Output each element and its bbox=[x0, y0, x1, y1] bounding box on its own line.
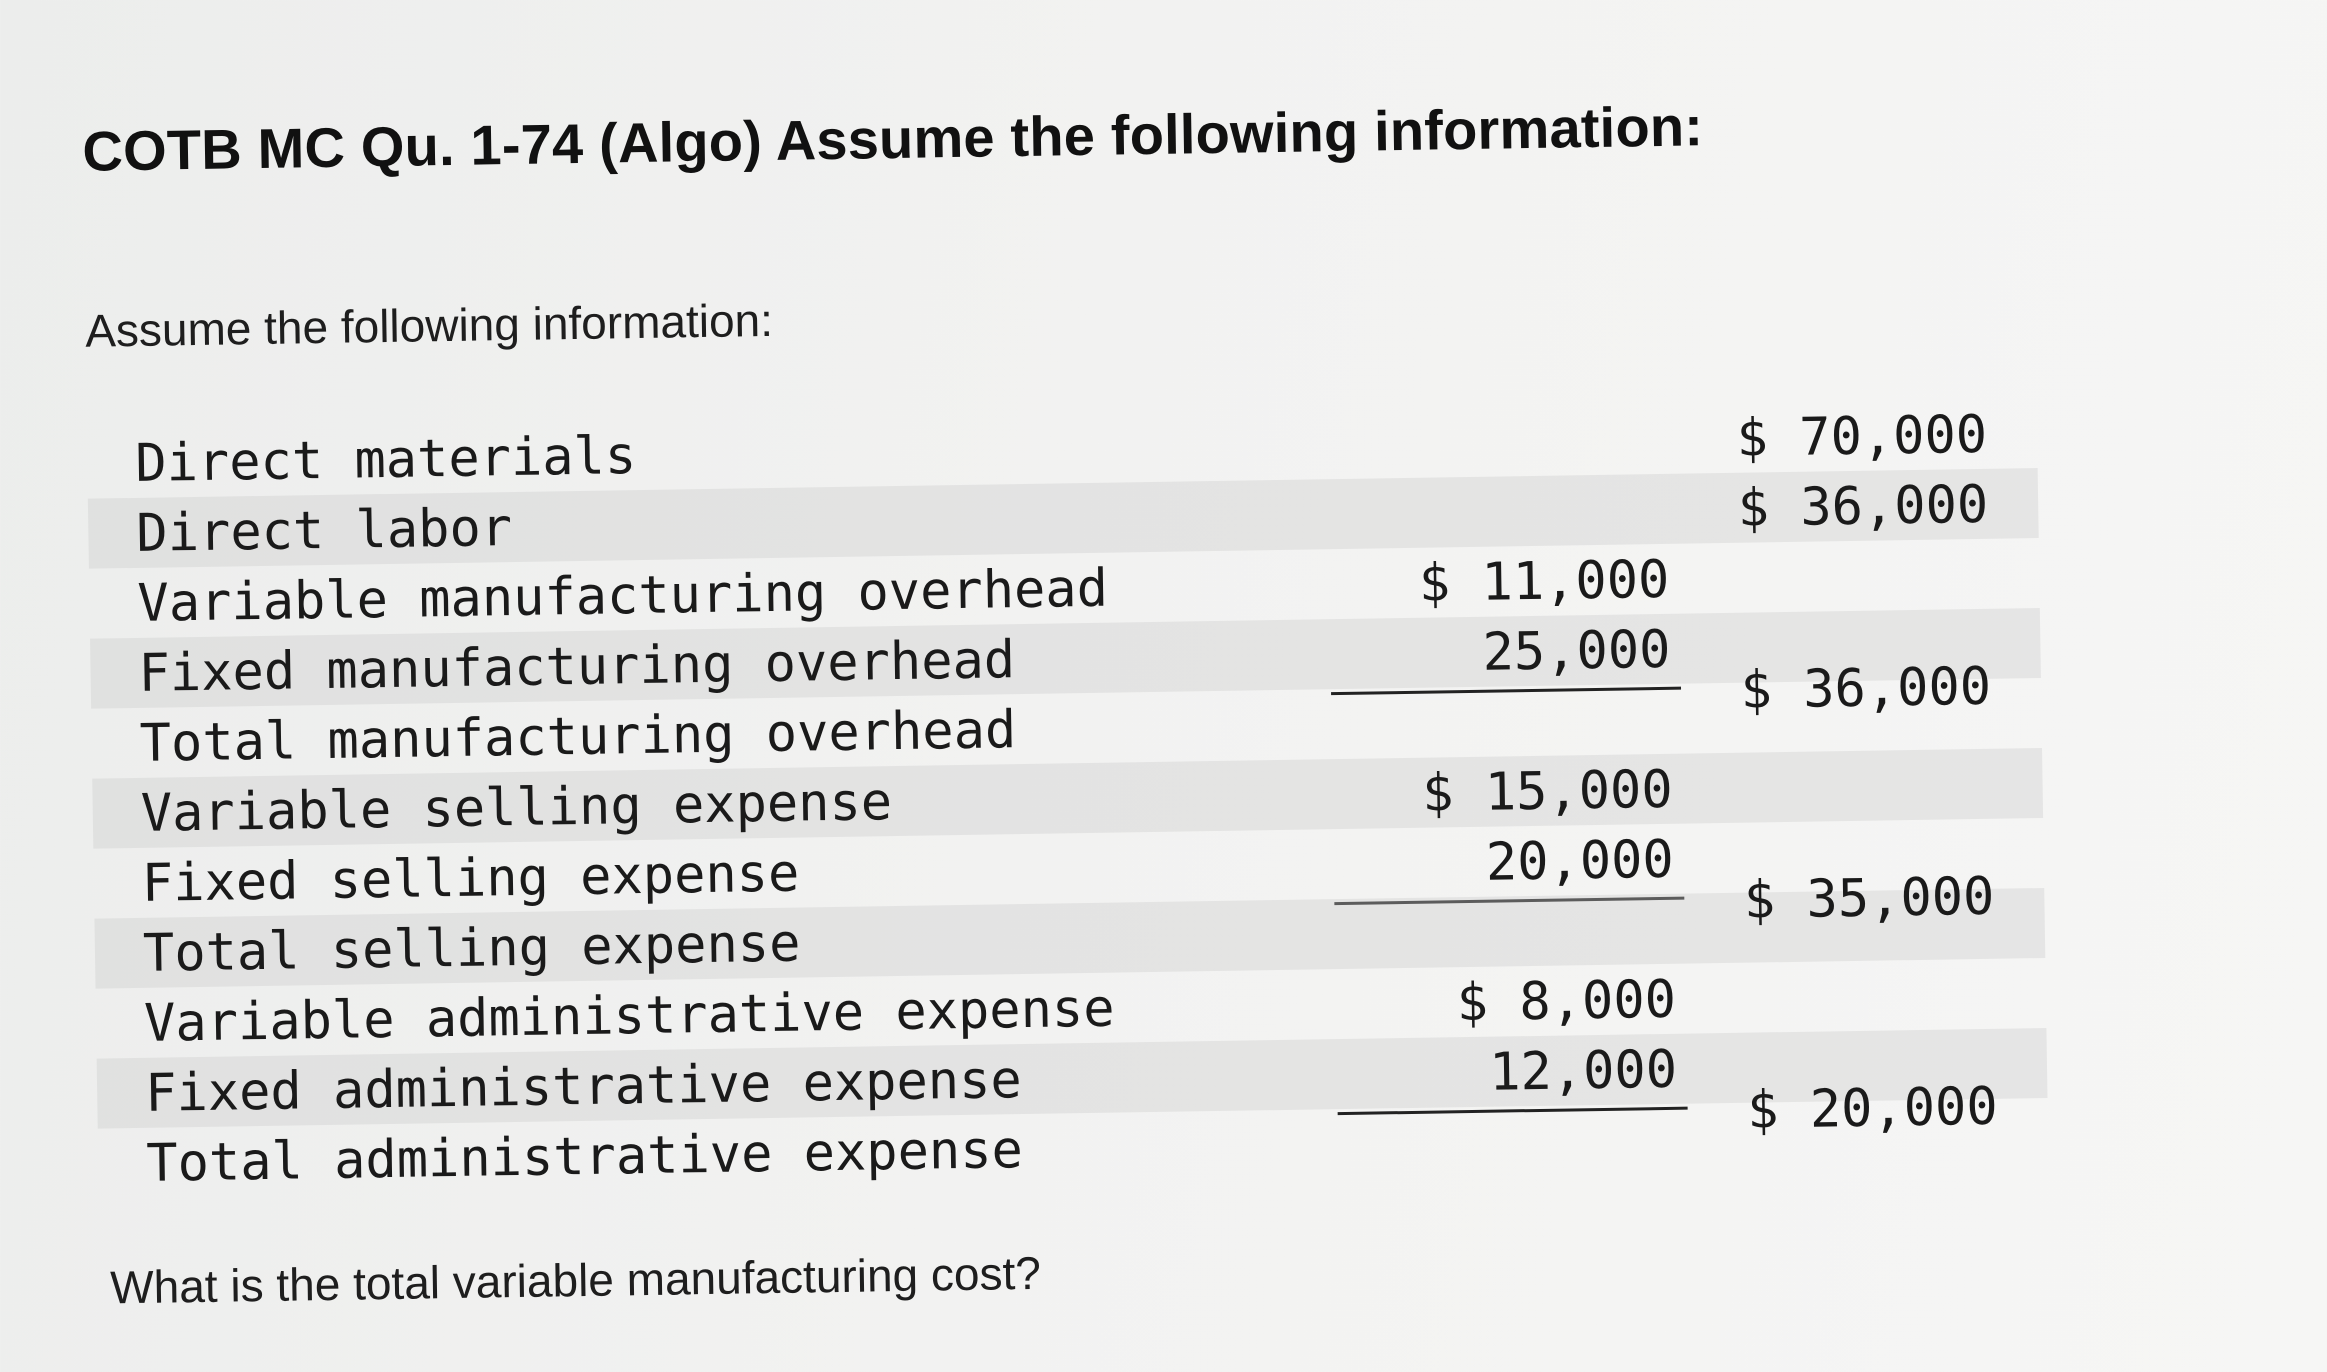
row-component-value: $ 15,000 bbox=[1421, 759, 1674, 824]
intro-text: Assume the following information: bbox=[84, 293, 774, 357]
cost-table bbox=[87, 398, 2049, 1199]
row-total-value: $ 70,000 bbox=[1736, 404, 1988, 469]
row-component-value: 12,000 bbox=[1488, 1039, 1678, 1103]
question-title: COTB MC Qu. 1-74 (Algo) Assume the following information: bbox=[81, 94, 1704, 183]
row-component-value: $ 11,000 bbox=[1418, 549, 1670, 614]
row-label: Total administrative expense bbox=[145, 1120, 1024, 1194]
row-label: Variable selling expense bbox=[140, 772, 893, 844]
row-label: Total selling expense bbox=[142, 913, 801, 984]
row-component-value: 25,000 bbox=[1482, 619, 1671, 683]
row-label: Direct materials bbox=[134, 426, 637, 494]
row-label: Fixed selling expense bbox=[141, 843, 800, 914]
row-label: Fixed manufacturing overhead bbox=[138, 630, 1016, 704]
row-total-value: $ 36,000 bbox=[1737, 474, 1989, 539]
row-label: Direct labor bbox=[135, 498, 513, 564]
row-total-value: $ 35,000 bbox=[1743, 866, 1995, 931]
row-label: Total manufacturing overhead bbox=[139, 700, 1017, 774]
row-label: Variable administrative expense bbox=[143, 978, 1115, 1054]
row-label: Fixed administrative expense bbox=[144, 1050, 1023, 1124]
row-total-value: $ 20,000 bbox=[1746, 1076, 1999, 1141]
row-total-value: $ 36,000 bbox=[1740, 656, 1992, 721]
row-component-value: $ 8,000 bbox=[1456, 969, 1677, 1034]
row-label: Variable manufacturing overhead bbox=[137, 558, 1109, 634]
question-prompt: What is the total variable manufacturing cost? bbox=[109, 1246, 1042, 1314]
row-component-value: 20,000 bbox=[1485, 829, 1675, 893]
